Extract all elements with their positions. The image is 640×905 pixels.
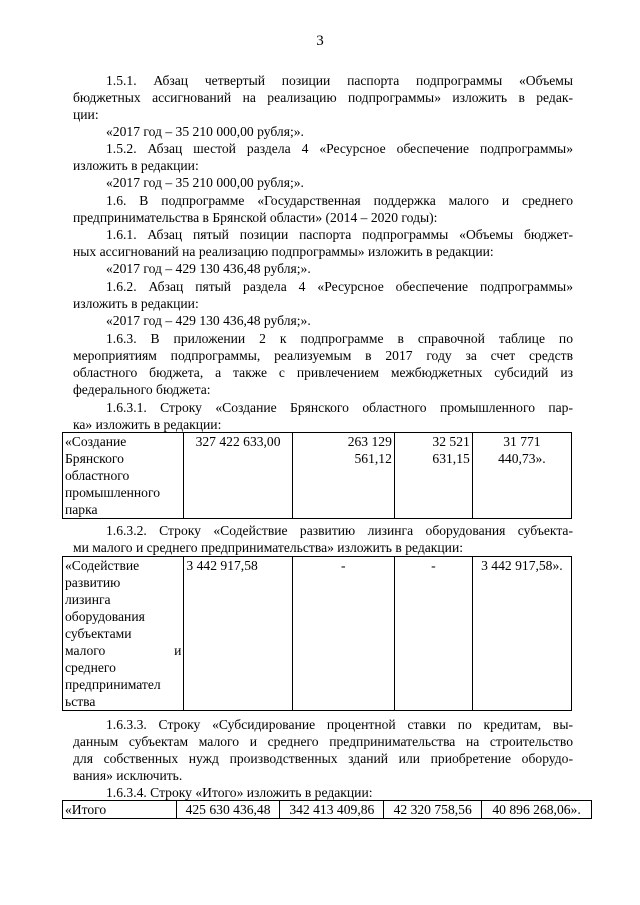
paragraph-line: 1.6.3.1. Строку «Создание Брянского областного промышленного пар-: [106, 400, 573, 415]
table-cell: 31 771 440,73».: [472, 433, 571, 519]
table-row: [63, 557, 572, 711]
paragraph-line: предпринимательства в Брянской области» (2014 – 2020 годы):: [73, 210, 438, 225]
paragraph-line: для собственных нужд производственных зданий или приобретение оборудо-: [73, 751, 573, 766]
paragraph-line: 1.6.3.2. Строку «Содействие развитию лизинга оборудования субъекта-: [106, 523, 573, 538]
table-cell-name: «Создание Брянского областного промышленного парка: [63, 433, 184, 519]
paragraph-line: федерального бюджета:: [73, 382, 211, 397]
paragraph-line: 1.6.3. В приложении 2 к подпрограмме в справочной таблице по: [106, 331, 573, 346]
paragraph-line: 1.6.3.4. Строку «Итого» изложить в редакции:: [106, 785, 373, 800]
paragraph-line: вания» исключить.: [73, 768, 183, 783]
table-cell-total: 425 630 436,48: [176, 801, 280, 819]
paragraph-line: 1.6.2. Абзац пятый раздела 4 «Ресурсное обеспечение подпрограммы»: [106, 279, 573, 294]
paragraph-line: «2017 год – 35 210 000,00 рубля;».: [106, 124, 304, 139]
paragraph-line: «2017 год – 35 210 000,00 рубля;».: [106, 175, 304, 190]
table-total: [62, 800, 592, 819]
table-cell: 32 521 631,15: [394, 433, 472, 519]
paragraph-line: ка» изложить в редакции:: [73, 417, 222, 432]
table-cell: 42 320 758,56: [384, 801, 482, 819]
paragraph-line: данным субъектам малого и среднего предпринимательства на строительство: [73, 734, 573, 749]
paragraph-line: ции:: [73, 107, 99, 122]
table-cell-total: 3 442 917,58: [184, 557, 292, 711]
paragraph-line: 1.6.3.3. Строку «Субсидирование процентной ставки по кредитам, вы-: [106, 717, 573, 732]
table-leasing: [62, 556, 572, 711]
paragraph-line: бюджетных ассигнований на реализацию подпрограммы» изложить в редак-: [73, 90, 573, 105]
table-row: [63, 433, 572, 519]
paragraph-line: изложить в редакции:: [73, 296, 199, 311]
table-cell-name: «Содействие развитию лизинга оборудования субъектами малого и среднего предпринимател ьства: [63, 557, 184, 711]
table-cell: -: [292, 557, 394, 711]
page-number: 3: [316, 33, 324, 49]
table-cell-total: 327 422 633,00: [184, 433, 292, 519]
table-cell: 263 129 561,12: [292, 433, 394, 519]
paragraph-line: мероприятиям подпрограммы, реализуемым в 2017 году за счет средств: [73, 348, 573, 363]
paragraph-line: ных ассигнований на реализацию подпрограммы» изложить в редакции:: [73, 244, 494, 259]
table-cell: -: [394, 557, 472, 711]
table-cell: 3 442 917,58».: [472, 557, 571, 711]
table-cell-name: «Итого: [63, 801, 177, 819]
table-cell: 40 896 268,06».: [482, 801, 592, 819]
paragraph-line: «2017 год – 429 130 436,48 рубля;».: [106, 261, 311, 276]
paragraph-line: «2017 год – 429 130 436,48 рубля;».: [106, 313, 311, 328]
paragraph-line: 1.6.1. Абзац пятый позиции паспорта подпрограммы «Объемы бюджет-: [106, 227, 573, 242]
paragraph-line: 1.6. В подпрограмме «Государственная поддержка малого и среднего: [106, 193, 573, 208]
paragraph-line: областного бюджета, а также с привлечением межбюджетных субсидий из: [73, 365, 573, 380]
paragraph-line: изложить в редакции:: [73, 158, 199, 173]
table-cell: 342 413 409,86: [280, 801, 384, 819]
table-park: [62, 432, 572, 519]
paragraph-line: ми малого и среднего предпринимательства» изложить в редакции:: [73, 540, 464, 555]
paragraph-line: 1.5.1. Абзац четвертый позиции паспорта подпрограммы «Объемы: [106, 73, 573, 88]
paragraph-line: 1.5.2. Абзац шестой раздела 4 «Ресурсное обеспечение подпрограммы»: [106, 141, 573, 156]
table-row: [63, 801, 592, 819]
